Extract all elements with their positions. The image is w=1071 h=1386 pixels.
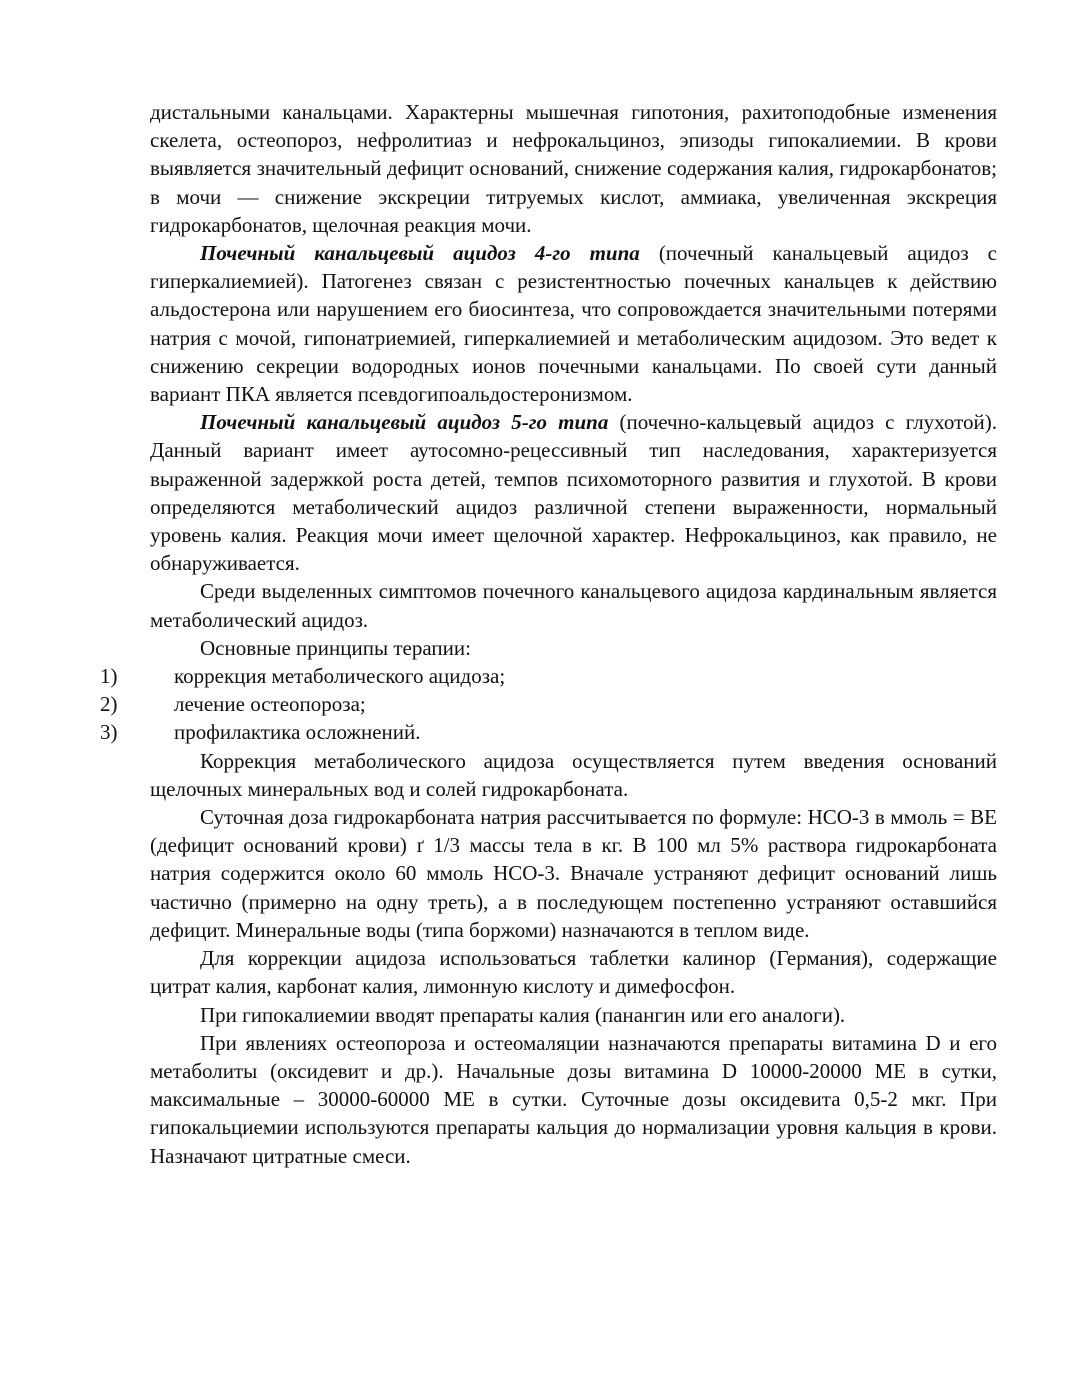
document-page [100,98,997,1170]
list-text: коррекция метаболического ацидоза; [174,664,506,689]
list-number: 2) [100,692,118,717]
text-type5: (почечно-кальцевый ацидоз с глухотой). Данный вариант имеет аутосомно-рецессивный тип наследования, характеризуется выраженной задержкой роста детей, темпов психомоторного развития и глухотой. В крови определяются метаболический ацидоз различной степени выраженности, нормальный уровень калия. Реакция мочи имеет щелочной характер. Нефрокальциноз, как правило, не обнаруживается. [150,410,997,576]
list-text: профилактика осложнений. [174,720,421,745]
list-number: 3) [100,720,118,745]
paragraph-hypokalemia: При гипокалиемии вводят препараты калия (панангин или его аналоги). [200,1002,846,1027]
term-type4: Почечный канальцевый ацидоз 4-го типа [200,241,640,266]
paragraph-1: дистальными канальцами. Характерны мышечная гипотония, рахитоподобные изменения скелета, остеопороз, нефролитиаз и нефрокальциноз, эпизоды гипокалиемии. В крови выявляется значительный дефицит оснований, снижение содержания калия, гидрокарбонатов; в мочи — снижение экскреции титруемых кислот, аммиака, увеличенная экскреция гидрокарбонатов, щелочная реакция мочи. [150,100,997,237]
paragraph-osteoporosis: При явлениях остеопороза и остеомаляции назначаются препараты витамина D и его метаболиты (оксидевит и др.). Начальные дозы витамина D 10000-20000 МЕ в сутки, максимальные – 30000-60000 МЕ в сутки. Суточные дозы оксидевита 0,5-2 мкг. При гипокальциемии используются препараты кальция до нормализации уровня кальция в крови. Назначают цитратные смеси. [150,1030,997,1168]
list-item [100,718,997,746]
paragraph-correction: Коррекция метаболического ацидоза осуществляется путем введения оснований щелочных минеральных вод и солей гидрокарбоната. [150,748,997,801]
list-number: 1) [100,664,118,689]
therapy-list [100,662,997,747]
paragraph-kalinor: Для коррекции ацидоза использоваться таблетки калинор (Германия), содержащие цитрат калия, карбонат калия, лимонную кислоту и димефосфон. [150,946,997,999]
list-item [100,690,997,718]
paragraph-dose: Суточная доза гидрокарбоната натрия рассчитывается по формуле: НСО-3 в ммоль = ВЕ (дефицит оснований крови) ґ 1/3 массы тела в кг. В 100 мл 5% раствора гидрокарбоната натрия содержится около 60 ммоль НСО-3. Вначале устраняют дефицит оснований лишь частично (примерно на одну треть), а в последующем постепенно устраняют оставшийся дефицит. Минеральные воды (типа боржоми) назначаются в теплом виде. [150,805,997,942]
paragraph-type5 [150,408,997,577]
list-item [100,662,997,690]
list-text: лечение остеопороза; [174,692,366,717]
text-type4: (почечный канальцевый ацидоз с гиперкалиемией). Патогенез связан с резистентностью почечных канальцев к действию альдостерона или нарушением его биосинтеза, что сопровождается значительными потерями натрия с мочой, гипонатриемией, гиперкалиемией и метаболическим ацидозом. Это ведет к снижению секреции водородных ионов почечными канальцами. По своей сути данный вариант ПКА является псевдогипоальдостеронизмом. [150,241,997,407]
paragraph-type4 [150,239,997,408]
term-type5: Почечный канальцевый ацидоз 5-го типа [200,410,609,435]
paragraph-symptoms: Среди выделенных симптомов почечного канальцевого ацидоза кардинальным является метаболический ацидоз. [150,579,997,632]
paragraph-principles: Основные принципы терапии: [200,635,471,660]
